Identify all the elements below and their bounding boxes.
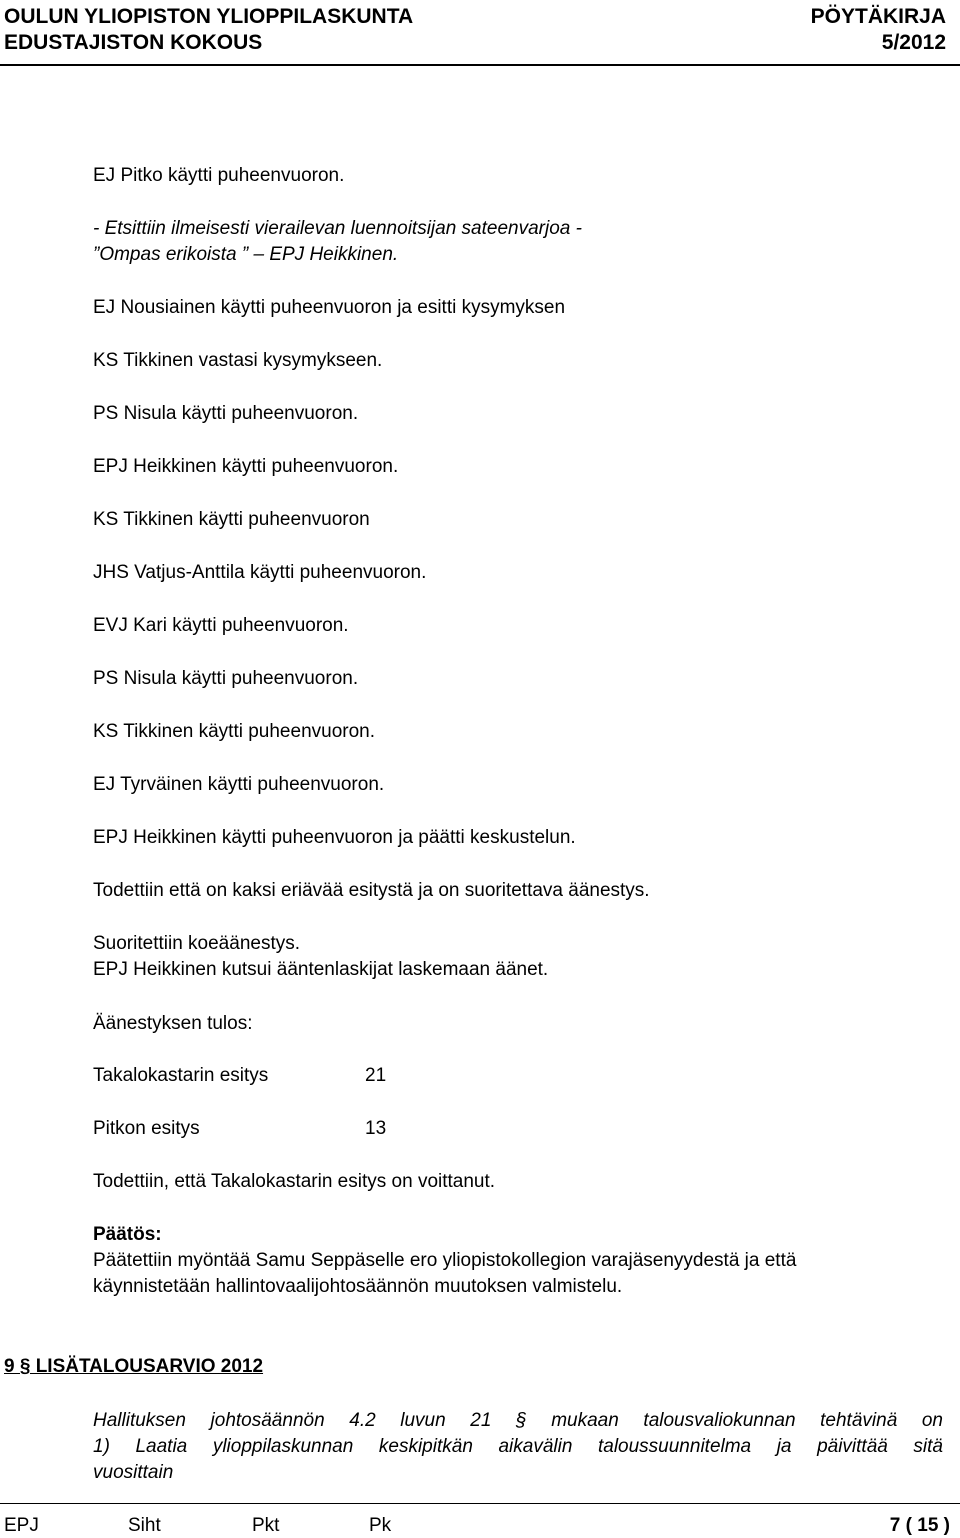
meeting-name: EDUSTAJISTON KOKOUS [4, 31, 263, 54]
doc-type: PÖYTÄKIRJA [810, 5, 946, 28]
minutes-line: Suoritettiin koeäänestys. [93, 933, 301, 954]
page-number: 7 ( 15 ) [889, 1515, 950, 1536]
vote-row-count: 21 [365, 1065, 387, 1086]
footer-pkt: Pkt [252, 1515, 280, 1536]
minutes-line: EJ Tyrväinen käytti puheenvuoron. [93, 774, 385, 795]
header-rule [0, 64, 960, 66]
minutes-line: EVJ Kari käytti puheenvuoron. [93, 615, 349, 636]
footer-epj: EPJ [4, 1515, 39, 1536]
section-body-line: 1) Laatia ylioppilaskunnan keskipitkän aikavälin taloussuunnitelma ja päivittää sitä [93, 1436, 943, 1457]
minutes-line: JHS Vatjus-Anttila käytti puheenvuoron. [93, 562, 427, 583]
vote-result-label: Äänestyksen tulos: [93, 1013, 253, 1034]
section-body [93, 1408, 943, 1486]
minutes-line: PS Nisula käytti puheenvuoron. [93, 668, 359, 689]
minutes-line: PS Nisula käytti puheenvuoron. [93, 403, 359, 424]
org-name: OULUN YLIOPISTON YLIOPPILASKUNTA [4, 5, 414, 28]
footer-rule [0, 1503, 960, 1504]
minutes-line: ”Ompas erikoista ” – EPJ Heikkinen. [93, 244, 399, 265]
minutes-line: Todettiin että on kaksi eriävää esitystä ja on suoritettava äänestys. [93, 880, 650, 901]
minutes-line: KS Tikkinen vastasi kysymykseen. [93, 350, 383, 371]
minutes-line: KS Tikkinen käytti puheenvuoron [93, 509, 370, 530]
minutes-line: - Etsittiin ilmeisesti vierailevan luennoitsijan sateenvarjoa - [93, 218, 582, 239]
decision-text: Päätettiin myöntää Samu Seppäselle ero yliopistokollegion varajäsenyydestä ja että [93, 1250, 797, 1271]
minutes-line: KS Tikkinen käytti puheenvuoron. [93, 721, 376, 742]
minutes-line: EPJ Heikkinen käytti puheenvuoron ja päätti keskustelun. [93, 827, 576, 848]
vote-conclusion: Todettiin, että Takalokastarin esitys on voittanut. [93, 1171, 496, 1192]
minutes-line: EJ Nousiainen käytti puheenvuoron ja esitti kysymyksen [93, 297, 566, 318]
footer-siht: Siht [128, 1515, 161, 1536]
minutes-line: EJ Pitko käytti puheenvuoron. [93, 165, 345, 186]
footer-pk: Pk [369, 1515, 392, 1536]
vote-row-count: 13 [365, 1118, 387, 1139]
doc-number: 5/2012 [881, 31, 946, 54]
section-heading: 9 § LISÄTALOUSARVIO 2012 [4, 1356, 264, 1377]
vote-row-label: Pitkon esitys [93, 1118, 200, 1139]
minutes-line: EPJ Heikkinen käytti puheenvuoron. [93, 456, 399, 477]
section-body-line: Hallituksen johtosäännön 4.2 luvun 21 § mukaan talousvaliokunnan tehtävinä on [93, 1410, 943, 1431]
vote-row-label: Takalokastarin esitys [93, 1065, 269, 1086]
decision-text: käynnistetään hallintovaalijohtosäännön muutoksen valmistelu. [93, 1276, 623, 1297]
decision-heading: Päätös: [93, 1224, 162, 1245]
section-body-line: vuosittain [93, 1462, 174, 1483]
minutes-line: EPJ Heikkinen kutsui ääntenlaskijat laskemaan äänet. [93, 959, 549, 980]
